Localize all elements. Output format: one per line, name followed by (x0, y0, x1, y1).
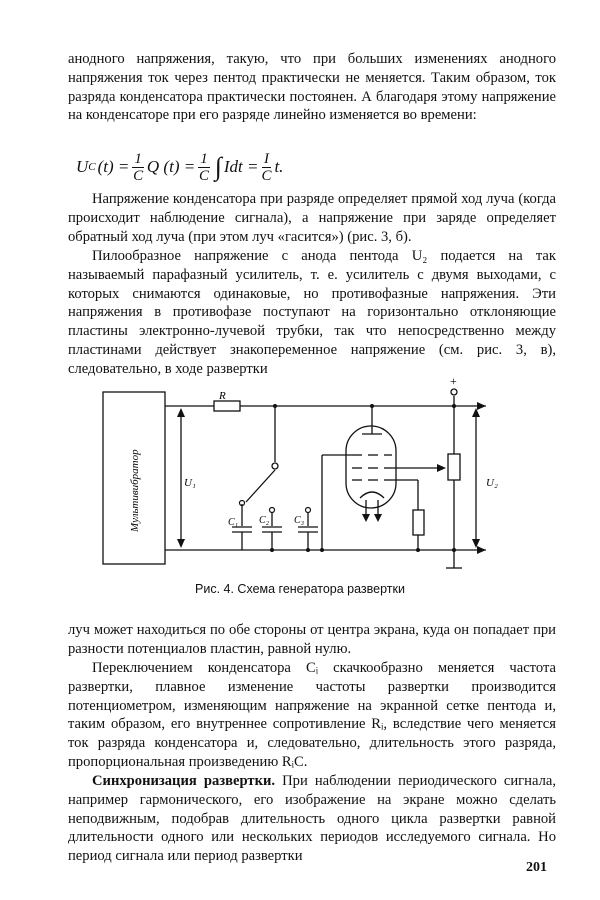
paragraph-4: луч может находиться по обе стороны от центра экрана, куда он попадает при разности потенциалов пластин, равной нулю. (68, 622, 556, 657)
paragraph-3: Пилообразное напряжение с анода пентода U₂ подается на так называемый парафазный усилитель, т. е. усилитель с двумя выходами, с которых снимаются одинаковые, но противофазные напряжения. Эти напряжения в противофазе поступают на горизонтально отклоняющие пластины электронно-лучевой трубки, так что непосредственно между пластинами действует знакопеременное напряжение (см. рис. 3, в), следовательно, в ходе развертки (68, 248, 556, 377)
paragraph-5: Переключением конденсатора Cᵢ скачкообразно меняется частота развертки, плавное изменение частоты развертки производится потенциометром, изменяющим напряжение на экранной сетке пентода и, таким образом, его внутреннее сопротивление Rᵢ, вследствие чего меняется ток разряда конденсатора и, следовательно, длительность этого разряда, пропорциональная произведению RᵢC. (68, 660, 556, 770)
label-r: R (219, 390, 226, 402)
cathode-resistor (413, 510, 424, 535)
formula-tail: t. (274, 157, 284, 176)
paragraph-6 (68, 772, 556, 866)
paragraph-6-text: При наблюдении периодического сигнала, например гармонического, его изображение на экране можно сделать неподвижным, подобрав длительность одного цикла развертки равной длительности одного или нескольких периодов исследуемого сигнала. Но период сигнала или период развертки (68, 773, 556, 865)
integral-sign: ∫ (214, 152, 222, 181)
multivibrator-label: Мультивибратор (129, 449, 141, 532)
figure-caption: Рис. 4. Схема генератора развертки (195, 582, 405, 596)
formula-frac-3: $\frac{I}{C}$ (261, 150, 272, 184)
formula-mid: Q (t) = (146, 157, 196, 176)
formula-lhs-sub: C (88, 161, 96, 173)
label-plus: + (450, 374, 457, 388)
label-u1: U₁ (184, 477, 196, 489)
label-c3: C₃ (294, 515, 305, 526)
formula (76, 147, 283, 187)
formula-frac-1: $\frac{1}{C}$ (133, 150, 144, 184)
label-c2: C₂ (259, 515, 270, 526)
resistor-r (214, 401, 240, 411)
formula-lhs: U (76, 157, 89, 176)
paragraph-1: анодного напряжения, такую, что при больших изменениях анодного напряжения ток через пентод практически не меняется. Таким образом, ток разряда конденсатора практически постоянен. А благодаря этому напряжение на конденсаторе при его разряде линейно изменяется во времени: (68, 51, 556, 124)
label-c1: C₁ (228, 517, 239, 528)
paragraph-2: Напряжение конденсатора при разряде определяет прямой ход луча (когда происходит наблюдение сигнала), а напряжение при заряде определяет обратный ход луча (при этом луч «гасится») (рис. 3, б). (68, 191, 556, 245)
formula-lhs-arg: (t) = (97, 157, 130, 176)
circuit-diagram (0, 372, 600, 577)
label-u2: U₂ (486, 477, 498, 489)
pentode-tube (346, 426, 396, 508)
formula-integrand: Idt = (223, 157, 259, 176)
formula-frac-2: $\frac{1}{C}$ (198, 150, 209, 184)
page-number: 201 (526, 860, 547, 875)
potentiometer (448, 454, 460, 480)
section-heading: Синхронизация развертки. (92, 773, 276, 789)
